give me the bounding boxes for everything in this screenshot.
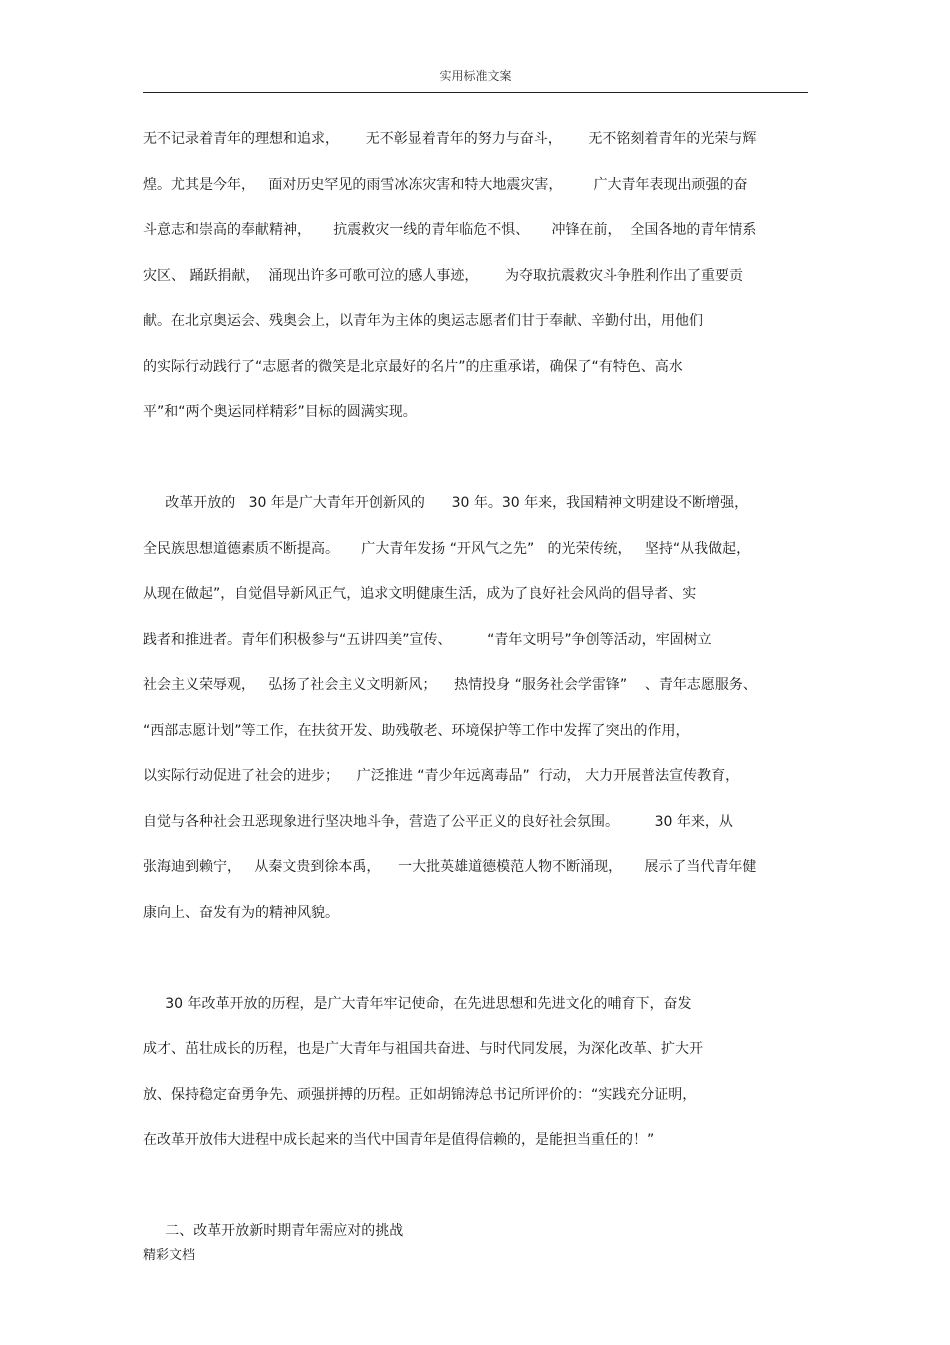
page-footer: [143, 1246, 195, 1266]
blank-line: [143, 1171, 808, 1201]
text-line: 自觉与各种社会丑恶现象进行坚决地斗争，营造了公平正义的良好社会氛围。 30 年来，从: [143, 813, 733, 830]
document-body: [143, 124, 808, 1262]
text-line: 践者和推进者。青年们积极参与“五讲四美”宣传、 “青年文明号”争创等活动，牢固树立: [143, 631, 712, 648]
text-line: 社会主义荣辱观， 弘扬了社会主义文明新风； 热情投身 “服务社会学雷锋” 、青年志愿服务、: [143, 677, 757, 693]
text-line: 在改革开放伟大进程中成长起来的当代中国青年是值得信赖的，是能担当重任的！”: [143, 1132, 655, 1148]
text-line: 以实际行动促进了社会的进步； 广泛推进 “青少年远离毒品” 行动， 大力开展普法宣传教育，: [143, 768, 740, 784]
header-title: 实用标准文案: [439, 69, 512, 83]
text-line: 的实际行动践行了“志愿者的微笑是北京最好的名片”的庄重承诺，确保了“有特色、高水: [143, 358, 683, 375]
text-line: 从现在做起”，自觉倡导新风正气，追求文明健康生活，成为了良好社会风尚的倡导者、实: [143, 586, 697, 602]
page-header: [143, 66, 808, 93]
text-line: “西部志愿计划”等工作，在扶贫开发、助残敬老、环境保护等工作中发挥了突出的作用，: [143, 722, 690, 739]
text-line: 改革开放的 30 年是广大青年开创新风的 30 年。30 年来，我国精神文明建设不断增强，: [143, 495, 749, 511]
blank-line: [143, 443, 808, 473]
text-line: 成才、茁壮成长的历程，也是广大青年与祖国共奋进、与时代同发展，为深化改革、扩大开: [143, 1041, 703, 1057]
text-line: 放、保持稳定奋勇争先、顽强拼搏的历程。正如胡锦涛总书记所评价的：“实践充分证明，: [143, 1086, 697, 1103]
text-line: 煌。尤其是今年， 面对历史罕见的雨雪冰冻灾害和特大地震灾害， 广大青年表现出顽强的奋: [143, 176, 748, 193]
section-heading: 二、改革开放新时期青年需应对的挑战: [143, 1223, 404, 1239]
text-line: 张海迪到赖宁， 从秦文贵到徐本禹， 一大批英雄道德模范人物不断涌现， 展示了当代青年健: [143, 859, 757, 875]
text-line: 灾区、 踊跃捐献， 涌现出许多可歌可泣的感人事迹， 为夺取抗震救灾斗争胜利作出了重要贡: [143, 267, 744, 284]
text-line: 献。在北京奥运会、残奥会上，以青年为主体的奥运志愿者们甘于奉献、辛勤付出，用他们: [143, 313, 703, 329]
footer-text: 精彩文档: [143, 1248, 196, 1263]
text-line: 平”和“两个奥运同样精彩”目标的圆满实现。: [143, 404, 417, 420]
text-line: 全民族思想道德素质不断提高。 广大青年发扬 “开风气之先” 的光荣传统， 坚持“从我做起，: [143, 540, 751, 557]
text-line: 斗意志和崇高的奉献精神， 抗震救灾一线的青年临危不惧、 冲锋在前， 全国各地的青年情系: [143, 222, 757, 238]
text-line: 无不记录着青年的理想和追求， 无不彰显着青年的努力与奋斗， 无不铭刻着青年的光荣与辉: [143, 131, 757, 147]
blank-line: [143, 943, 808, 973]
text-line: 30 年改革开放的历程，是广大青年牢记使命，在先进思想和先进文化的哺育下，奋发: [143, 995, 692, 1012]
text-line: 康向上、奋发有为的精神风貌。: [143, 904, 339, 921]
